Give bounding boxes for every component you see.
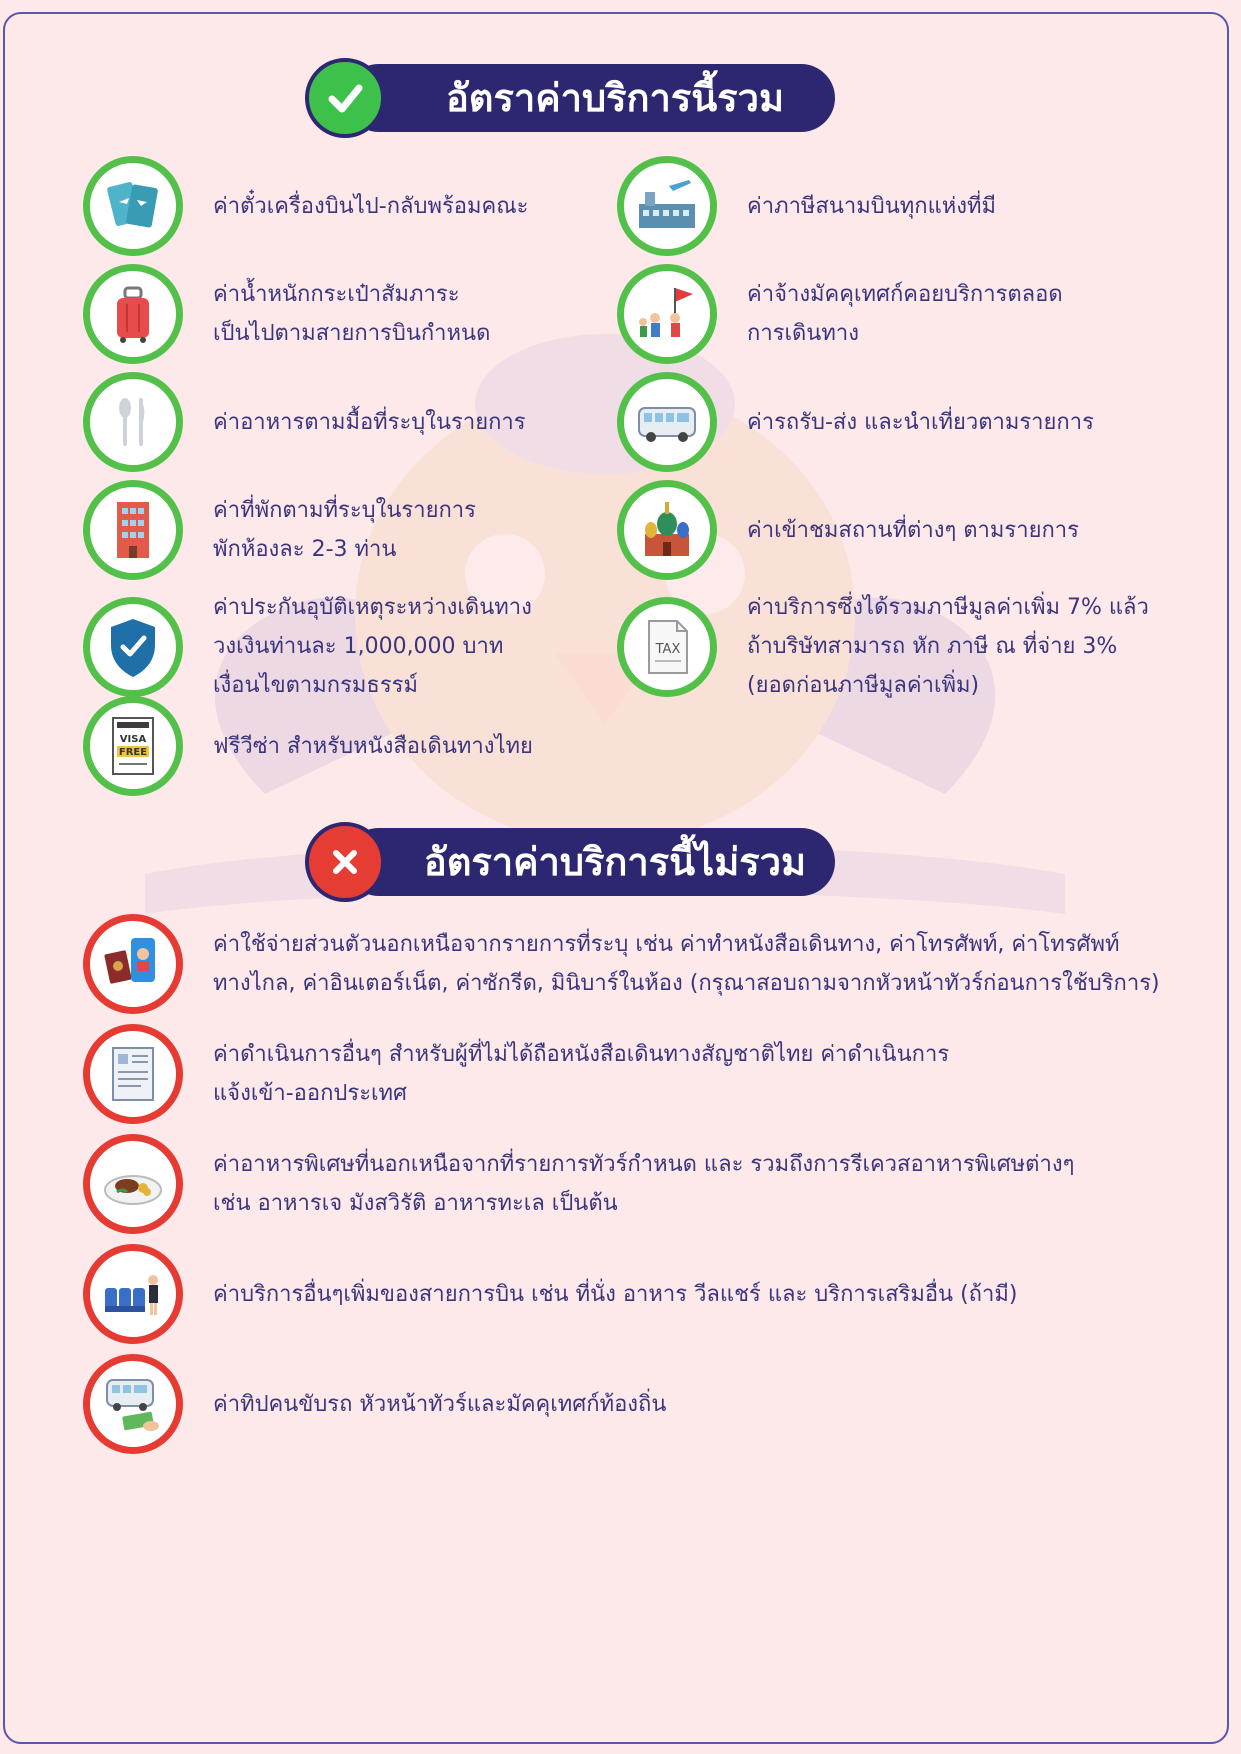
ticket-icon: [83, 156, 183, 256]
passport-phone-icon: [83, 914, 183, 1014]
excluded-item-text: ค่าใช้จ่ายส่วนตัวนอกเหนือจากรายการที่ระบุ เช่น ค่าทำหนังสือเดินทาง, ค่าโทรศัพท์, ค่าโทรศัพท์ ทางไกล, ค่าอินเตอร์เน็ต, ค่าซักรีด, มินิบาร์ในห้อง (กรุณาสอบถามจากหัวหน้าทัวร์ก่อนการใช้บริการ): [213, 932, 1160, 996]
included-header: [305, 58, 835, 138]
excluded-item: [83, 914, 1160, 1014]
included-item: [83, 156, 528, 256]
excluded-item: [83, 1354, 666, 1454]
check-icon: [305, 58, 385, 138]
visa-free-icon: [83, 696, 183, 796]
included-item: [83, 372, 526, 472]
tour-guide-icon: [617, 264, 717, 364]
svg-text:TAX: TAX: [655, 641, 681, 657]
shield-icon: [83, 597, 183, 697]
airline-seat-icon: [83, 1244, 183, 1344]
included-item-text: ค่าบริการซึ่งได้รวมภาษีมูลค่าเพิ่ม 7% แล้ว ถ้าบริษัทสามารถ หัก ภาษี ณ ที่จ่าย 3% (ยอดก่อนภาษีมูลค่าเพิ่ม): [747, 595, 1149, 698]
included-item-text: ค่าน้ำหนักกระเป๋าสัมภาระ เป็นไปตามสายการบินกำหนด: [213, 282, 491, 346]
included-item-text: ค่าที่พักตามที่ระบุในรายการ พักห้องละ 2-3 ท่าน: [213, 498, 476, 562]
excluded-item: [83, 1024, 949, 1124]
excluded-item: [83, 1134, 1074, 1234]
excluded-header: [305, 822, 835, 902]
included-item-text: ค่าจ้างมัคคุเทศก์คอยบริการตลอด การเดินทาง: [747, 282, 1063, 346]
document-icon: [83, 1024, 183, 1124]
bus-icon: [617, 372, 717, 472]
hotel-icon: [83, 480, 183, 580]
excluded-item-text: ค่าดำเนินการอื่นๆ สำหรับผู้ที่ไม่ได้ถือหนังสือเดินทางสัญชาติไทย ค่าดำเนินการ แจ้งเข้า-ออกประเทศ: [213, 1042, 950, 1106]
svg-text:FREE: FREE: [118, 747, 148, 758]
included-item-text: ค่าอาหารตามมื้อที่ระบุในรายการ: [213, 409, 526, 435]
excluded-title: อัตราค่าบริการนี้ไม่รวม: [423, 840, 807, 884]
included-title-pill: [345, 64, 835, 132]
included-item: [83, 588, 532, 705]
excluded-item-text: ค่าอาหารพิเศษที่นอกเหนือจากที่รายการทัวร์กำหนด และ รวมถึงการรีเควสอาหารพิเศษต่างๆ เช่น อาหารเจ มังสวิรัติ อาหารทะเล เป็นต้น: [213, 1152, 1075, 1216]
included-item-text: ค่าภาษีสนามบินทุกแห่งที่มี: [747, 193, 997, 219]
included-item-text: ค่ารถรับ-ส่ง และนำเที่ยวตามรายการ: [747, 409, 1094, 435]
included-item: [617, 372, 1094, 472]
excluded-item-text: ค่าทิปคนขับรถ หัวหน้าทัวร์และมัคคุเทศก์ท้องถิ่น: [213, 1391, 667, 1417]
landmark-icon: [617, 480, 717, 580]
included-item-text: ค่าตั๋วเครื่องบินไป-กลับพร้อมคณะ: [213, 193, 529, 219]
excluded-item: [83, 1244, 1017, 1344]
tax-icon: [617, 597, 717, 697]
included-item: [83, 480, 476, 580]
included-item: [83, 696, 533, 796]
included-item: [617, 156, 996, 256]
excluded-item-text: ค่าบริการอื่นๆเพิ่มของสายการบิน เช่น ที่นั่ง อาหาร วีลแชร์ และ บริการเสริมอื่น (ถ้ามี): [213, 1281, 1018, 1307]
included-item: [617, 480, 1079, 580]
luggage-icon: [83, 264, 183, 364]
included-item-text: ค่าเข้าชมสถานที่ต่างๆ ตามรายการ: [747, 517, 1079, 543]
excluded-title-pill: [345, 828, 835, 896]
included-item: [617, 264, 1063, 364]
page-frame: [3, 12, 1229, 1744]
included-item: [83, 264, 490, 364]
included-item: [617, 588, 1149, 705]
airport-icon: [617, 156, 717, 256]
food-plate-icon: [83, 1134, 183, 1234]
cutlery-icon: [83, 372, 183, 472]
svg-text:VISA: VISA: [119, 734, 147, 745]
tip-bus-icon: [83, 1354, 183, 1454]
included-item-text: ค่าประกันอุบัติเหตุระหว่างเดินทาง วงเงินท่านละ 1,000,000 บาท เงื่อนไขตามกรมธรรม์: [213, 595, 532, 698]
included-title: อัตราค่าบริการนี้รวม: [445, 76, 785, 120]
included-item-text: ฟรีวีซ่า สำหรับหนังสือเดินทางไทย: [213, 733, 533, 759]
x-icon: [305, 822, 385, 902]
